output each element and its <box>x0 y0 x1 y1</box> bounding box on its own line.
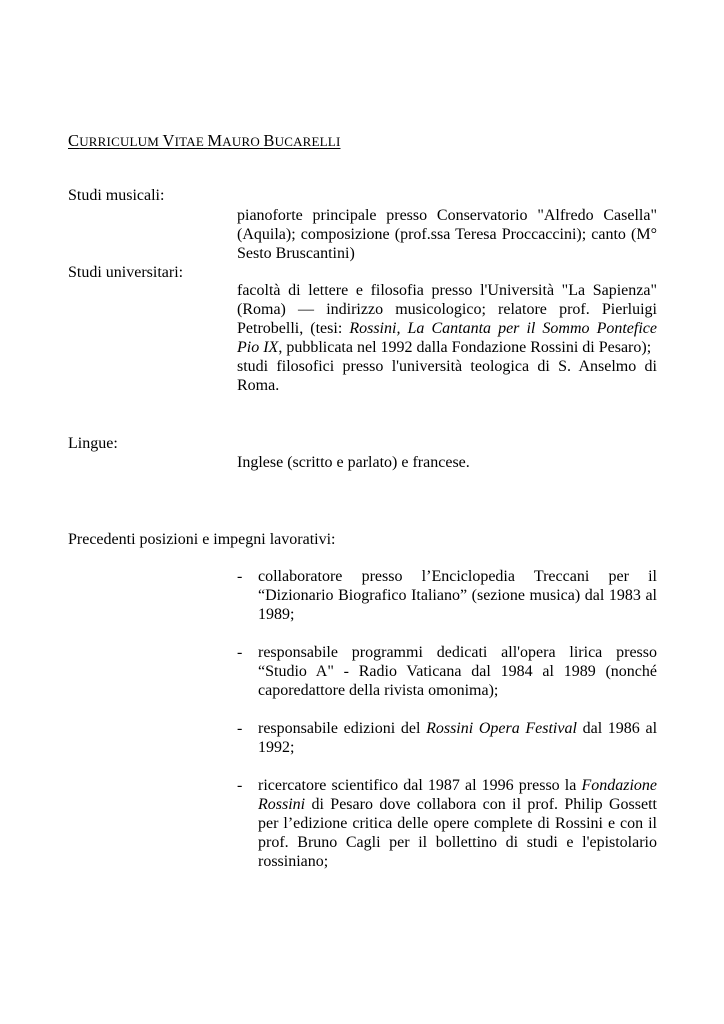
list-bullet: - <box>237 568 243 585</box>
positions-label: Precedenti posizioni e impegni lavorativi: <box>68 531 336 548</box>
list-item <box>237 719 657 757</box>
list-item-text: responsabile programmi dedicati all'opera lirica presso “Studio A" - Radio Vaticana dal 1984 al 1989 (nonché caporedattore della rivista omonima); <box>258 644 657 699</box>
festival-name: Rossini Opera Festival <box>426 720 577 737</box>
languages-text <box>237 453 657 472</box>
musical-studies-text <box>237 206 657 263</box>
list-item <box>237 643 657 700</box>
list-bullet: - <box>237 644 243 661</box>
thesis-title: Rossini, La Cantanta per il Sommo Pontefice Pio IX <box>237 320 657 356</box>
document-title: CURRICULUM VITAE MAURO BUCARELLI <box>68 131 341 150</box>
foundation-name: Fondazione Rossini <box>258 777 657 813</box>
list-bullet: - <box>237 720 243 737</box>
university-paragraph-2: studi filosofici presso l'università teologica di S. Anselmo di Roma. <box>237 358 657 394</box>
university-studies-label: Studi universitari: <box>68 264 184 281</box>
university-paragraph-1: facoltà di lettere e filosofia presso l'Università "La Sapienza" (Roma) — indirizzo musicologico; relatore prof. Pierluigi Petrobelli, (tesi: Rossini, La Cantanta per il Sommo Pontefice Pio IX, pubblicata nel 1992 dalla Fondazione Rossini di Pesaro); <box>237 282 657 356</box>
languages-label: Lingue: <box>68 435 118 452</box>
list-item <box>237 567 657 624</box>
musical-studies-label: Studi musicali: <box>68 187 165 204</box>
musical-studies-paragraph: pianoforte principale presso Conservatorio "Alfredo Casella" (Aquila); composizione (prof.ssa Teresa Proccaccini); canto (M° Sesto Bruscantini) <box>237 207 657 262</box>
list-item-text: collaboratore presso l’Enciclopedia Treccani per il “Dizionario Biografico Italiano” (sezione musica) dal 1983 al 1989; <box>258 568 657 623</box>
list-item-text: ricercatore scientifico dal 1987 al 1996 presso la Fondazione Rossini di Pesaro dove collabora con il prof. Philip Gossett per l’edizione critica delle opere complete di Rossini e con il prof. Bruno Cagli per il bollettino di studi e l'epistolario rossiniano; <box>258 777 657 870</box>
languages-paragraph: Inglese (scritto e parlato) e francese. <box>237 454 470 471</box>
list-bullet: - <box>237 777 243 794</box>
list-item <box>237 776 657 871</box>
list-item-text: responsabile edizioni del Rossini Opera Festival dal 1986 al 1992; <box>258 720 658 756</box>
university-studies-text <box>237 281 657 395</box>
